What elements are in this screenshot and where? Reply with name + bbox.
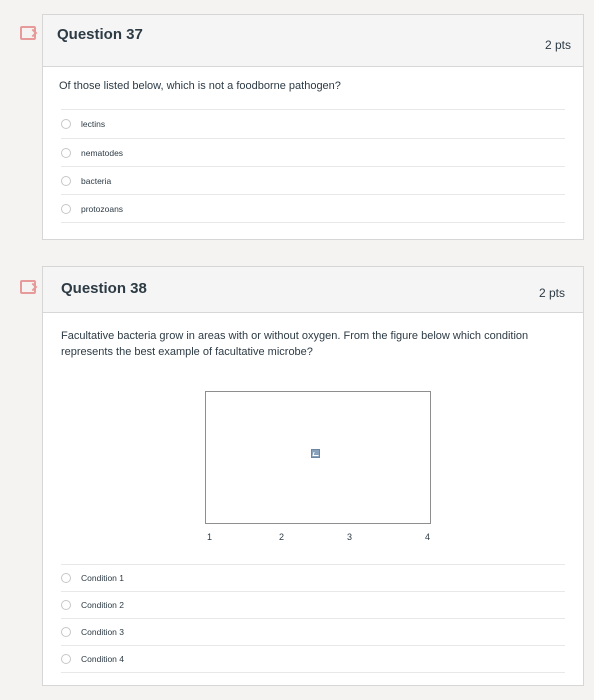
- question-38-card: [42, 266, 584, 686]
- radio-button-icon[interactable]: [61, 148, 71, 158]
- question-38-header: [43, 267, 583, 313]
- radio-button-icon[interactable]: [61, 573, 71, 583]
- answer-label: nematodes: [81, 147, 124, 158]
- question-38-answer-3[interactable]: [61, 618, 565, 645]
- question-37-answer-3[interactable]: [61, 166, 565, 194]
- figure-label-1: 1: [207, 532, 213, 542]
- answer-label: protozoans: [81, 203, 124, 214]
- question-37-answer-1[interactable]: [61, 109, 565, 137]
- question-37-divider: [61, 222, 565, 223]
- question-37-title: Question 37: [57, 26, 143, 43]
- radio-button-icon[interactable]: [61, 204, 71, 214]
- question-38-title: Question 38: [61, 280, 147, 297]
- answer-label: Condition 4: [81, 654, 125, 664]
- question-38-answer-4[interactable]: [61, 645, 565, 672]
- answer-label: Condition 1: [81, 573, 125, 583]
- radio-button-icon[interactable]: [61, 119, 71, 129]
- figure-label-4: 4: [425, 532, 431, 542]
- radio-button-icon[interactable]: [61, 600, 71, 610]
- question-38-figure: [205, 391, 431, 524]
- question-37-flag-icon[interactable]: [20, 26, 36, 40]
- question-38-text: Facultative bacteria grow in areas with or without oxygen. From the figure below which condition represents the best example of facultative microbe?: [61, 330, 529, 358]
- radio-button-icon[interactable]: [61, 654, 71, 664]
- broken-image-icon: [311, 449, 320, 458]
- answer-label: bacteria: [81, 175, 112, 186]
- figure-label-2: 2: [279, 532, 285, 542]
- question-38-divider: [61, 672, 565, 673]
- question-38-answer-1[interactable]: [61, 564, 565, 591]
- question-37-text: Of those listed below, which is not a foodborne pathogen?: [59, 80, 341, 92]
- radio-button-icon[interactable]: [61, 176, 71, 186]
- question-37-card: [42, 14, 584, 240]
- question-38-answer-2[interactable]: [61, 591, 565, 618]
- question-37-answer-2[interactable]: [61, 138, 565, 166]
- question-37-header: [43, 15, 583, 67]
- question-38-points: 2 pts: [538, 286, 565, 300]
- question-38-flag-icon[interactable]: [20, 280, 36, 294]
- question-37-answer-4[interactable]: [61, 194, 565, 222]
- radio-button-icon[interactable]: [61, 627, 71, 637]
- question-37-points: 2 pts: [544, 38, 571, 52]
- figure-label-3: 3: [347, 532, 353, 542]
- answer-label: lectins: [81, 118, 106, 129]
- answer-label: Condition 3: [81, 627, 125, 637]
- answer-label: Condition 2: [81, 600, 125, 610]
